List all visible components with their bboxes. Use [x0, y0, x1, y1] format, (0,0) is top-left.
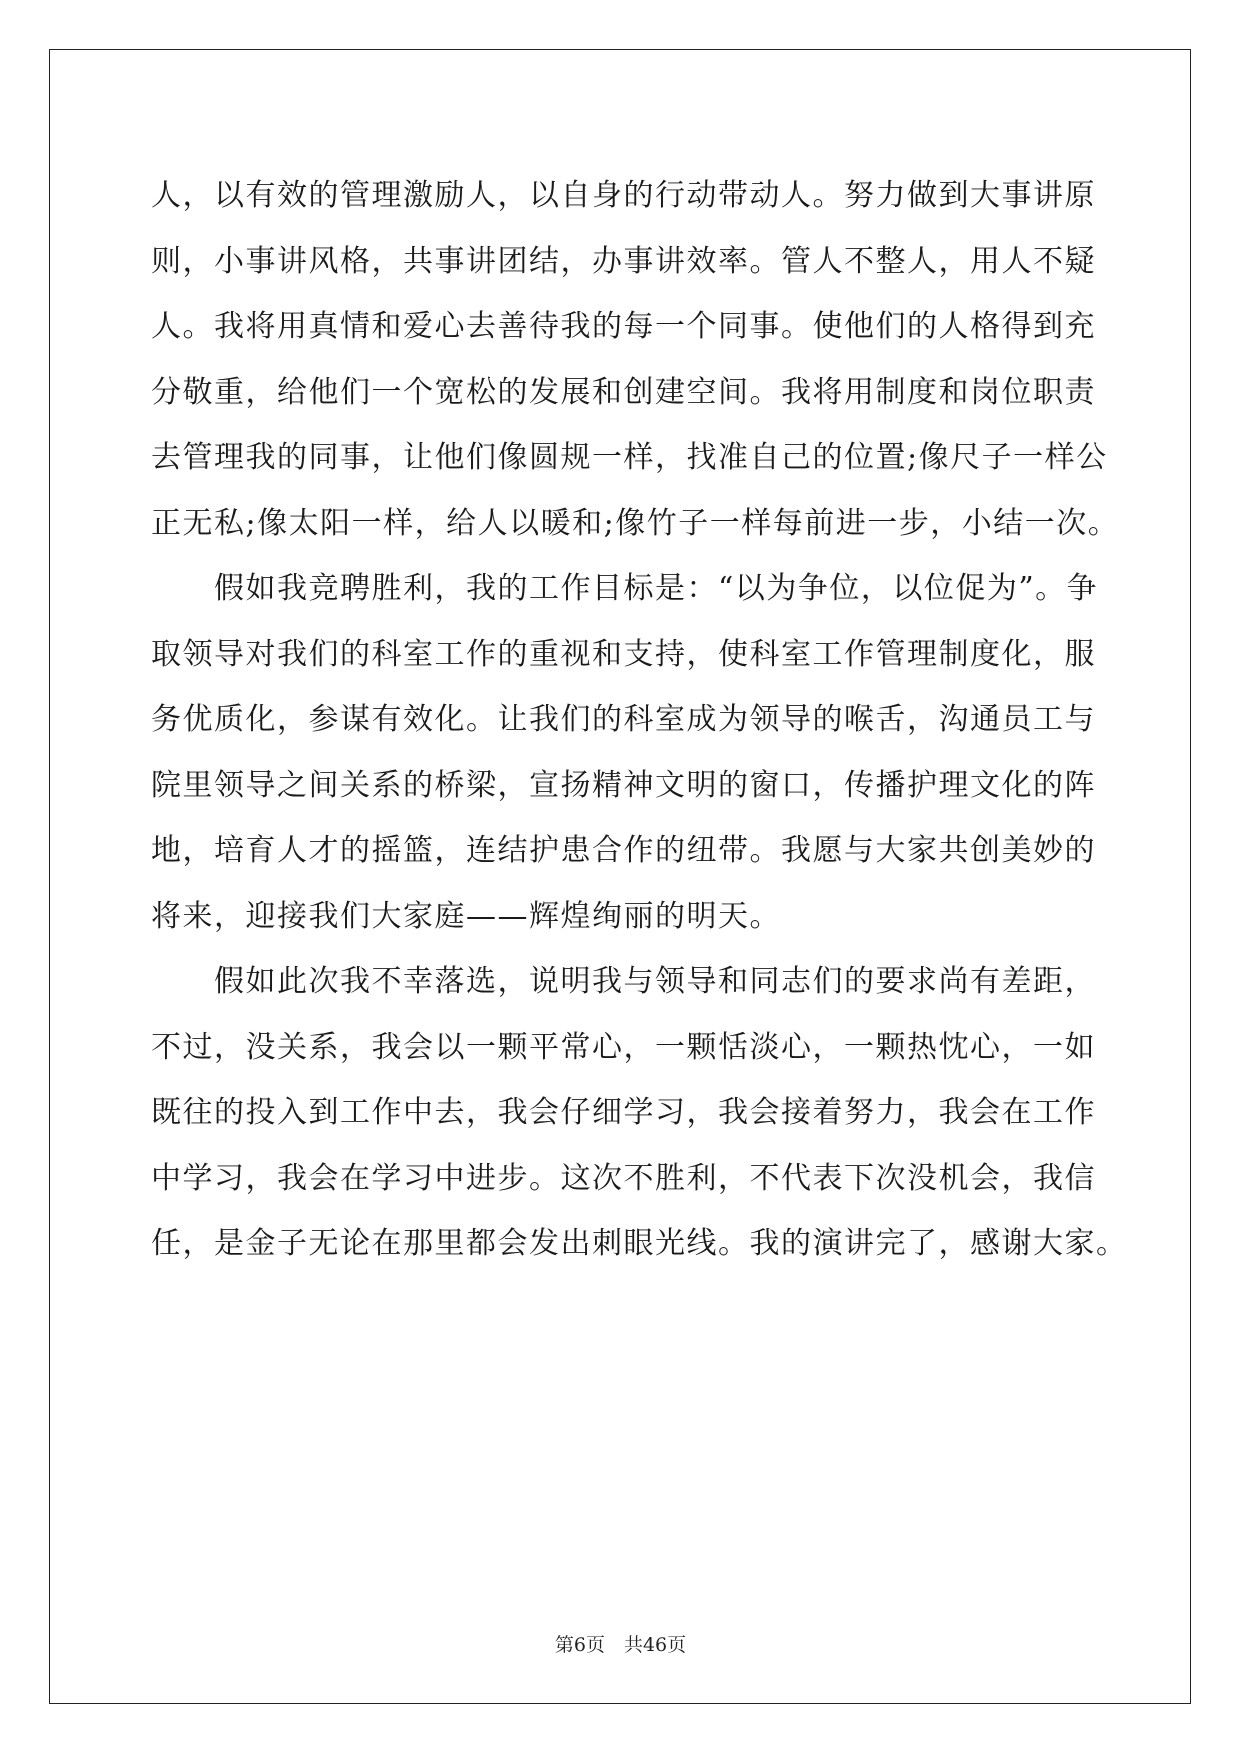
- text-line: 不过，没关系，我会以一颗平常心，一颗恬淡心，一颗热忱心，一如: [151, 1029, 1096, 1065]
- text-line: 假如此次我不幸落选，说明我与领导和同志们的要求尚有差距，: [151, 964, 1096, 999]
- text-line: 任，是金子无论在那里都会发出刺眼光线。我的演讲完了，感谢大家。: [151, 1226, 1128, 1261]
- text-line: 中学习，我会在学习中进步。这次不胜利，不代表下次没机会，我信: [151, 1160, 1096, 1196]
- text-line: 人。我将用真情和爱心去善待我的每一个同事。使他们的人格得到充: [151, 309, 1096, 344]
- text-line: 既往的投入到工作中去，我会仔细学习，我会接着努力，我会在工作: [151, 1095, 1096, 1130]
- text-line: 取领导对我们的科室工作的重视和支持，使科室工作管理制度化，服: [151, 636, 1096, 672]
- text-line: 去管理我的同事，让他们像圆规一样，找准自己的位置;像尺子一样公: [151, 440, 1108, 475]
- document-body: [151, 163, 1128, 1277]
- page-footer: [0, 1630, 1241, 1657]
- text-line: 将来，迎接我们大家庭——辉煌绚丽的明天。: [151, 898, 781, 934]
- text-line: 地，培育人才的摇篮，连结护患合作的纽带。我愿与大家共创美妙的: [151, 833, 1096, 868]
- text-line: 则，小事讲风格，共事讲团结，办事讲效率。管人不整人，用人不疑: [151, 243, 1096, 279]
- page-number: 第6页 共46页: [554, 1634, 687, 1656]
- text-line: 院里领导之间关系的桥梁，宣扬精神文明的窗口，传播护理文化的阵: [151, 767, 1096, 803]
- text-line: 正无私;像太阳一样，给人以暖和;像竹子一样每前进一步，小结一次。: [151, 505, 1120, 541]
- text-line: 分敬重，给他们一个宽松的发展和创建空间。我将用制度和岗位职责: [151, 374, 1096, 410]
- text-line: 假如我竞聘胜利，我的工作目标是：“以为争位，以位促为”。争: [151, 571, 1099, 606]
- text-line: 人，以有效的管理激励人，以自身的行动带动人。努力做到大事讲原: [151, 178, 1096, 213]
- text-line: 务优质化，参谋有效化。让我们的科室成为领导的喉舌，沟通员工与: [151, 702, 1096, 737]
